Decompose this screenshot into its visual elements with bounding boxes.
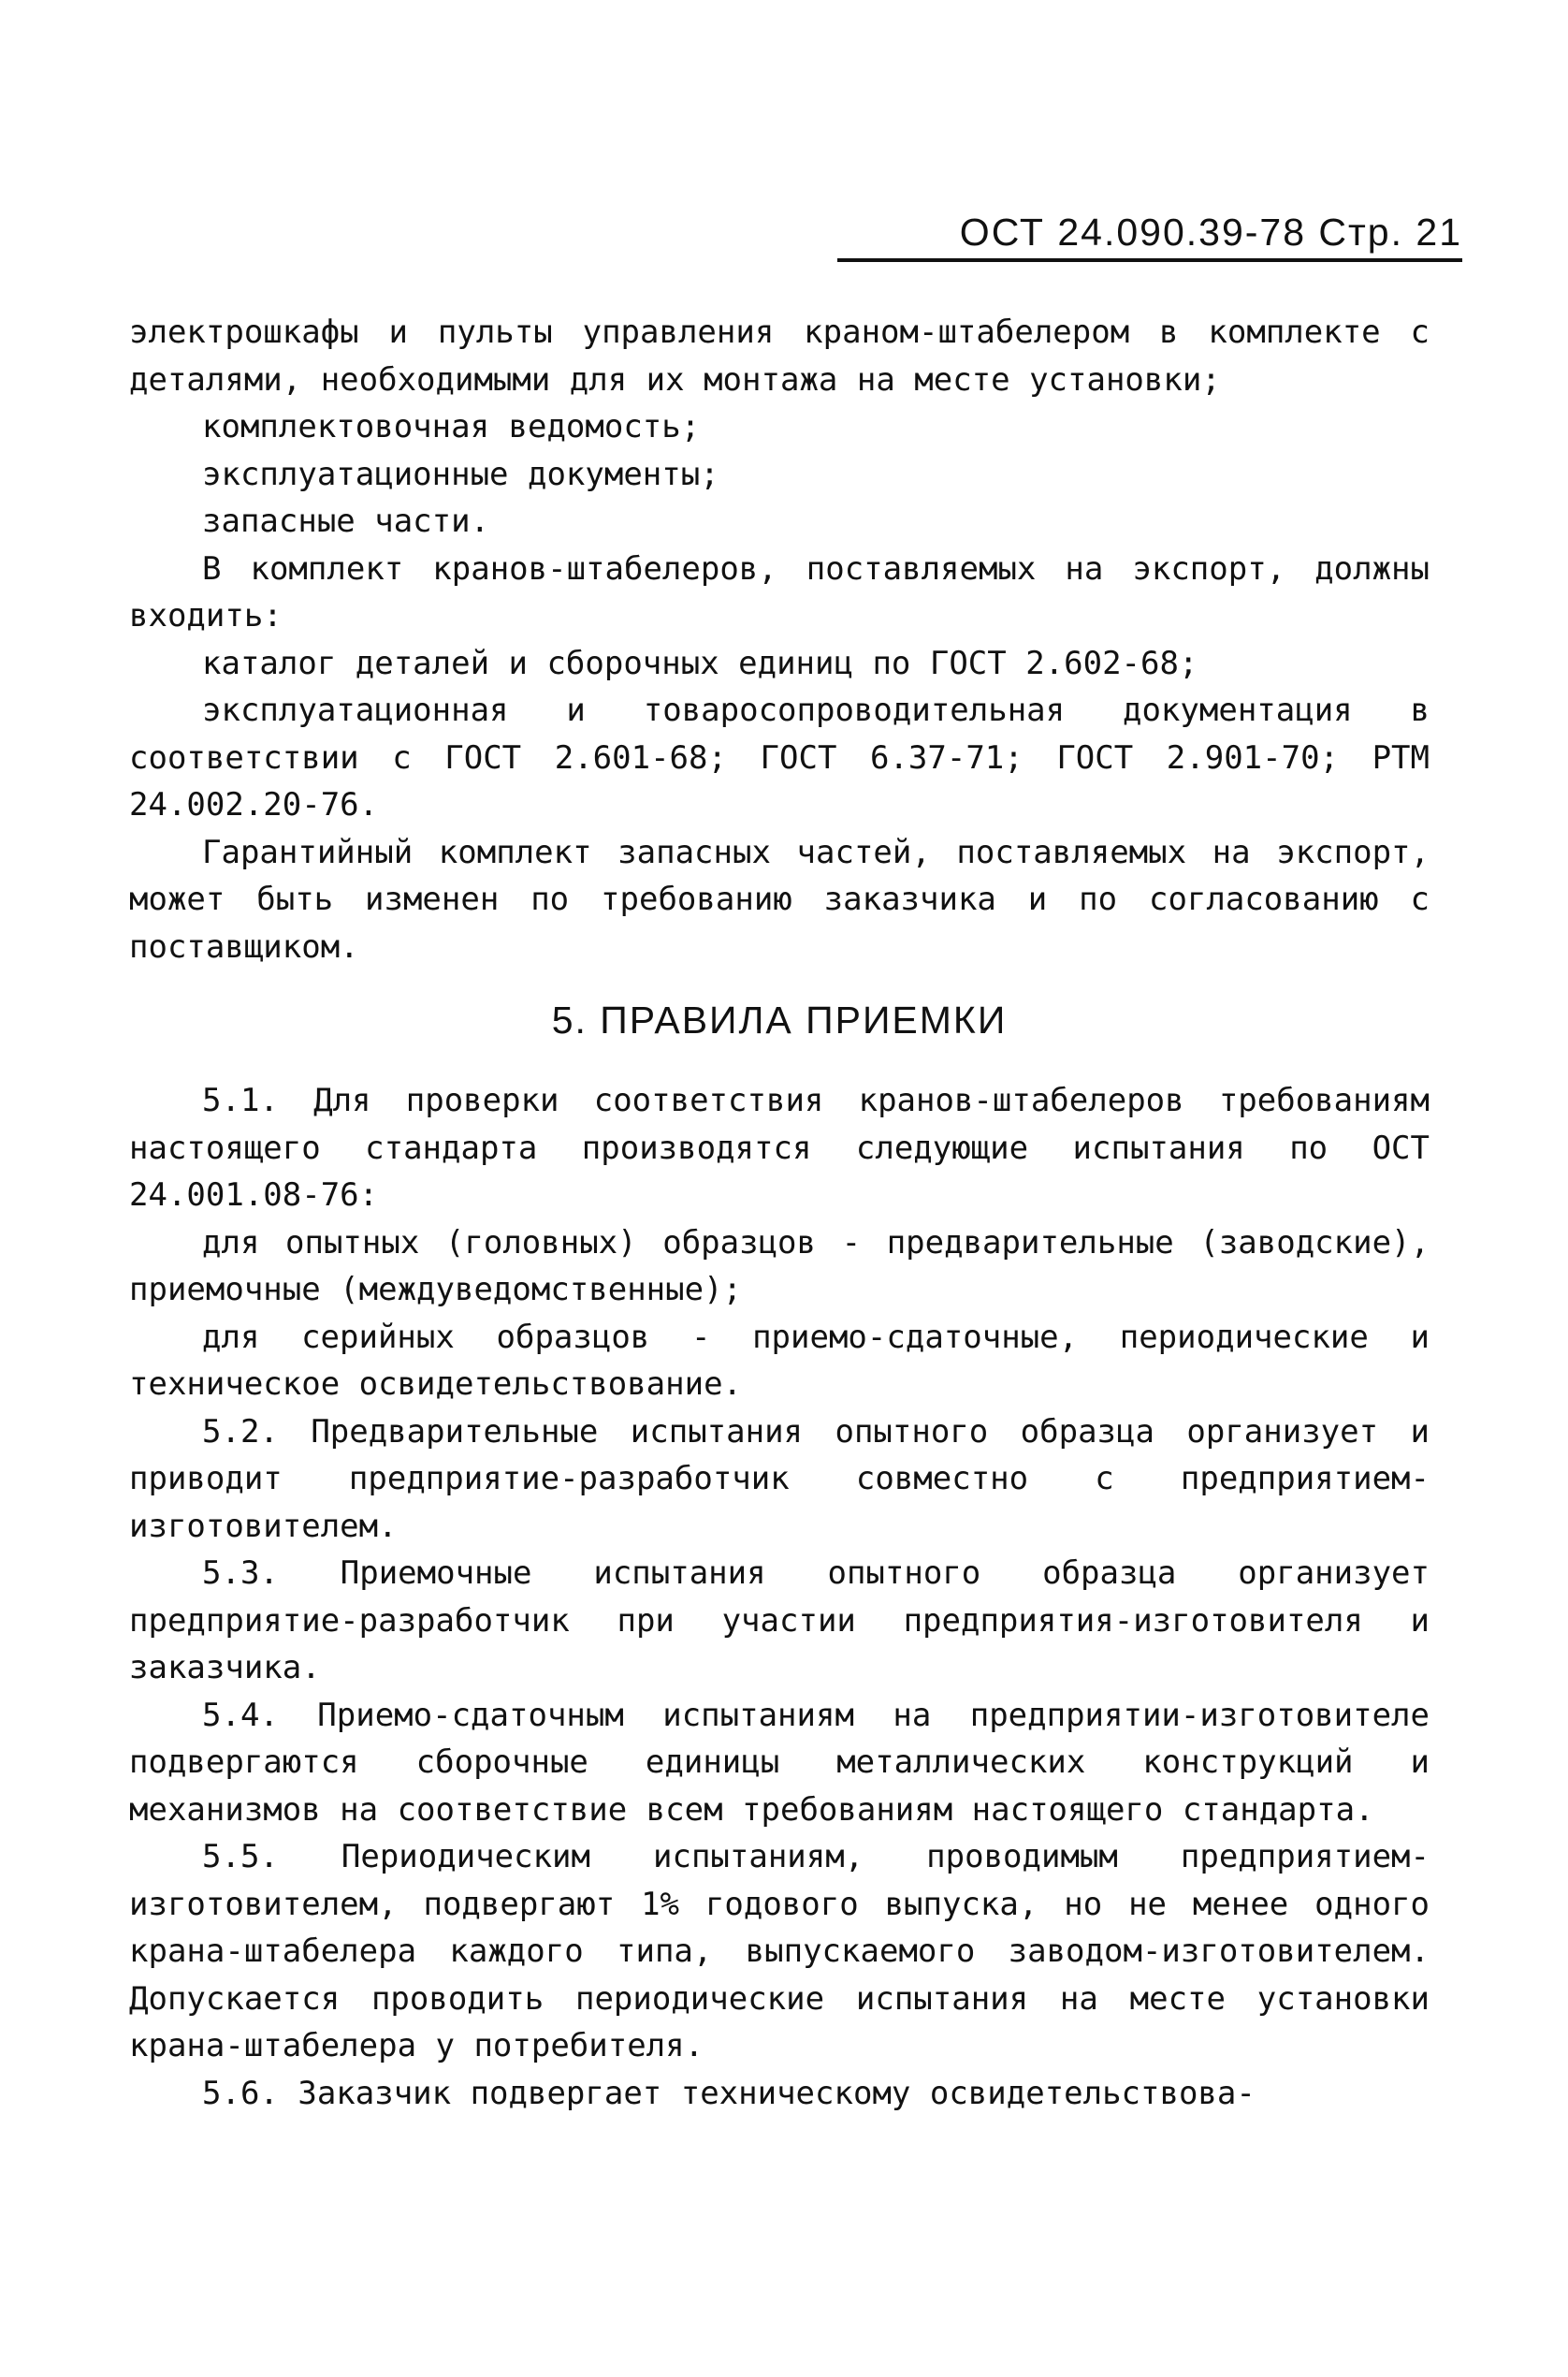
- list-item-parts-catalog: каталог деталей и сборочных единиц по ГОСТ 2.602-68;: [202, 644, 1198, 682]
- clause-5-1: 5.1. Для проверки соответствия кранов-штабелеров требованиям настоящего стандарта производятся следующие испытания по ОСТ 24.001.08-76:: [129, 1082, 1430, 1214]
- paragraph-export-set: В комплект кранов-штабелеров, поставляемых на экспорт, должны входить:: [129, 549, 1430, 634]
- clause-5-4: 5.4. Приемо-сдаточным испытаниям на предприятии-изготовителе подвергаются сборочные единицы металлических конструкций и механизмов на соответствие всем требованиям настоящего стандарта.: [129, 1696, 1430, 1829]
- list-item-serial-tests: для серийных образцов - приемо-сдаточные, периодические и техническое освидетельствование.: [129, 1318, 1430, 1403]
- paragraph-cabinets: электрошкафы и пульты управления краном-штабелером в комплекте с деталями, необходимыми для их монтажа на месте установки;: [129, 314, 1430, 399]
- document-body: [129, 309, 1430, 2117]
- section-title: 5. ПРАВИЛА ПРИЕМКИ: [551, 999, 1008, 1042]
- list-item-operating-docs: эксплуатационные документы;: [202, 455, 719, 493]
- list-item-prototype-tests: для опытных (головных) образцов - предварительные (заводские), приемочные (междуведомственные);: [129, 1223, 1430, 1308]
- clause-5-3: 5.3. Приемочные испытания опытного образца организует предприятие-разработчик при участии предприятия-изготовителя и заказчика.: [129, 1554, 1430, 1686]
- list-item-export-docs: эксплуатационная и товаросопроводительная документация в соответствии с ГОСТ 2.601-68; ГОСТ 6.37-71; ГОСТ 2.901-70; РТМ 24.002.20-76.: [129, 692, 1430, 824]
- page-header: ОСТ 24.090.39-78 Стр. 21: [837, 208, 1462, 262]
- list-item-packing-list: комплектовочная ведомость;: [202, 408, 701, 445]
- clause-5-2: 5.2. Предварительные испытания опытного образца организует и приводит предприятие-разработчик совместно с предприятием-изготовителем.: [129, 1412, 1430, 1545]
- list-item-spare-parts: запасные части.: [202, 503, 490, 540]
- paragraph-warranty-set: Гарантийный комплект запасных частей, поставляемых на экспорт, может быть изменен по требованию заказчика и по согласованию с поставщиком.: [129, 833, 1430, 966]
- clause-5-6: 5.6. Заказчик подвергает техническому освидетельствова-: [202, 2074, 1256, 2112]
- clause-5-5: 5.5. Периодическим испытаниям, проводимым предприятием-изготовителем, подвергают 1% годового выпуска, но не менее одного крана-штабелера каждого типа, выпускаемого заводом-изготовителем. Допускается проводить периодические испытания на месте установки крана-штабелера у потребителя.: [129, 1838, 1430, 2064]
